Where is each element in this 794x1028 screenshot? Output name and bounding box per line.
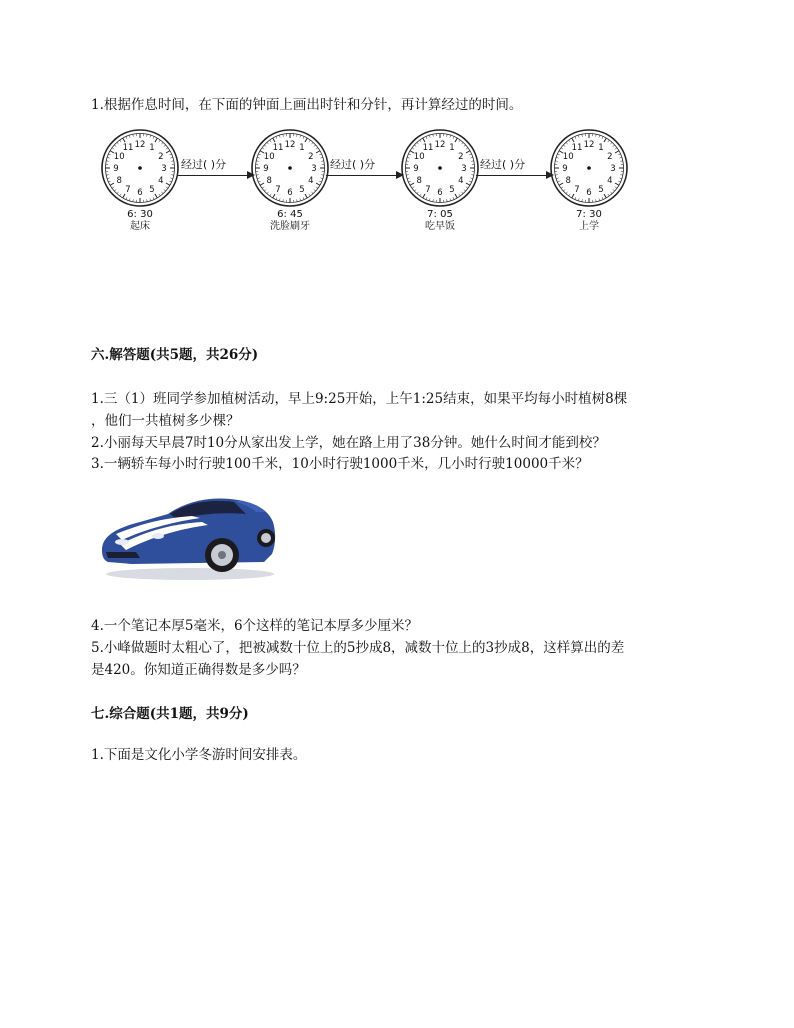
clock-tick: [412, 187, 414, 188]
arrow-3: [476, 156, 554, 178]
clock-tick: [314, 189, 316, 191]
clock-number: 8: [416, 176, 422, 186]
clock-tick: [453, 136, 454, 138]
clock-question: 1.根据作息时间，在下面的钟面上画出时针和分针，再计算经过的时间。: [91, 97, 523, 113]
clock-tick: [150, 198, 151, 200]
clock-tick: [164, 189, 166, 191]
clock-tick: [276, 197, 277, 199]
clock-number: 4: [458, 176, 464, 186]
clock-tick: [311, 192, 313, 194]
clock-number: 11: [122, 143, 134, 154]
clock-tick: [155, 194, 157, 198]
clock-tick: [420, 194, 421, 196]
clock-tick: [267, 192, 269, 194]
clock-tick: [575, 197, 576, 199]
clock-tick: [575, 136, 576, 138]
clock-number: 10: [263, 152, 275, 162]
clock-tick: [602, 197, 603, 199]
clock-number: 3: [311, 164, 317, 174]
clock-number: 1: [149, 143, 155, 154]
clock-tick: [455, 194, 457, 198]
clock-center-dot: [138, 166, 142, 170]
clock-tick: [126, 136, 127, 138]
clock-tick: [555, 161, 557, 162]
clock-tick: [169, 154, 171, 155]
clock-tick: [555, 175, 557, 176]
clock-tick: [305, 138, 307, 142]
clock-tick: [108, 154, 110, 155]
clock-tick: [279, 135, 280, 137]
clock-tick: [147, 199, 148, 201]
clock-tick: [283, 134, 284, 136]
clock-number: 3: [461, 164, 467, 174]
clock-time: 6: 45: [277, 209, 303, 220]
clock-tick: [620, 161, 622, 162]
clock-3: [395, 128, 485, 233]
clock-number: 9: [113, 164, 119, 174]
clock-tick: [161, 142, 163, 144]
clock-tick: [619, 178, 621, 179]
clock-tick: [412, 148, 414, 149]
clock-tick: [309, 140, 310, 142]
arrow-2: [326, 156, 404, 178]
clock-number: 12: [284, 140, 296, 150]
clock-tick: [276, 136, 277, 138]
clock-tick: [557, 181, 559, 182]
clock-tick: [257, 178, 259, 179]
clock-tick: [608, 140, 609, 142]
clock-tick: [602, 136, 603, 138]
clock-tick: [618, 154, 620, 155]
clock-number: 8: [565, 176, 571, 186]
question-6-4: 4.一个笔记本厚5毫米，6个这样的笔记本厚多少厘米？: [91, 618, 419, 634]
clock-tick: [407, 178, 409, 179]
clock-tick: [620, 175, 622, 176]
arrow-label: 经过( )分: [181, 158, 227, 171]
clock-number: 9: [263, 164, 269, 174]
clock-tick: [320, 157, 322, 158]
clock-tick: [596, 199, 597, 201]
clock-tick: [466, 183, 470, 185]
clock-tick: [566, 142, 568, 144]
clock-time: 6: 30: [127, 209, 153, 220]
clock-tick: [258, 154, 260, 155]
clock-tick: [126, 197, 127, 199]
clock-tick: [166, 183, 170, 185]
clock-tick: [466, 151, 470, 153]
clock-tick: [407, 157, 409, 158]
clock-number: 7: [275, 184, 281, 195]
clock-number: 1: [598, 143, 604, 154]
clock-tick: [309, 194, 310, 196]
clock-number: 5: [299, 184, 305, 195]
clock-tick: [599, 135, 600, 137]
clock-tick: [264, 145, 266, 147]
clock-tick: [408, 154, 410, 155]
clock-tick: [316, 183, 320, 185]
clock-tick: [166, 187, 168, 188]
clock-tick: [133, 199, 134, 201]
clock-number: 6: [437, 188, 443, 198]
clock-tick: [563, 189, 565, 191]
clock-tick: [582, 134, 583, 136]
clock-tick: [417, 142, 419, 144]
clock-tick: [613, 145, 615, 147]
clock-tick: [316, 187, 318, 188]
clock-tick: [133, 134, 134, 136]
clock-label: 起床: [130, 221, 150, 232]
clock-center-dot: [587, 166, 591, 170]
clock-tick: [464, 145, 466, 147]
clock-tick: [321, 175, 323, 176]
clock-tick: [114, 145, 116, 147]
clock-tick: [117, 142, 119, 144]
clock-tick: [619, 157, 621, 158]
clock-sequence: [95, 128, 635, 253]
clock-tick: [561, 187, 563, 188]
clock-tick: [112, 148, 114, 149]
clock-tick: [123, 138, 125, 142]
clock-tick: [608, 194, 609, 196]
clock-number: 2: [158, 152, 164, 162]
question-6-5-line1: 5.小峰做题时太粗心了，把被减数十位上的5抄成8，减数十位上的3抄成8，这样算出的差: [91, 640, 625, 656]
clock-tick: [300, 135, 301, 137]
clock-tick: [569, 194, 570, 196]
clock-tick: [314, 145, 316, 147]
clock-tick: [270, 140, 271, 142]
clock-tick: [455, 138, 457, 142]
clock-2: [245, 128, 335, 233]
clock-tick: [311, 142, 313, 144]
clock-number: 5: [149, 184, 155, 195]
clock-tick: [426, 136, 427, 138]
clock-tick: [110, 183, 114, 185]
clock-center-dot: [288, 166, 292, 170]
clock-tick: [169, 181, 171, 182]
clock-tick: [610, 142, 612, 144]
clock-tick: [120, 140, 121, 142]
clock-tick: [615, 148, 617, 149]
clock-number: 2: [308, 152, 314, 162]
clock-tick: [153, 136, 154, 138]
clock-tick: [161, 192, 163, 194]
clock-number: 6: [287, 188, 293, 198]
clock-tick: [114, 189, 116, 191]
clock-tick: [429, 198, 430, 200]
clock-tick: [461, 192, 463, 194]
clock-label: 洗脸刷牙: [270, 221, 310, 232]
clock-tick: [279, 198, 280, 200]
clock-tick: [260, 183, 264, 185]
clock-tick: [155, 138, 157, 142]
clock-tick: [112, 187, 114, 188]
question-6-1-line2: ，他们一共植树多少棵？: [91, 413, 240, 429]
clock-tick: [596, 134, 597, 136]
question-6-3: 3.一辆轿车每小时行驶100千米，10小时行驶1000千米，几小时行驶10000千米？: [91, 456, 589, 472]
clock-number: 12: [134, 140, 146, 150]
clock-face-icon: [549, 128, 629, 208]
clock-tick: [256, 161, 258, 162]
clock-tick: [166, 151, 170, 153]
clock-tick: [267, 142, 269, 144]
clock-tick: [406, 161, 408, 162]
clock-tick: [433, 199, 434, 201]
clock-tick: [300, 198, 301, 200]
clock-tick: [615, 187, 617, 188]
clock-tick: [273, 138, 275, 142]
arrow-label: 经过( )分: [330, 158, 376, 171]
clock-tick: [447, 199, 448, 201]
clock-tick: [258, 181, 260, 182]
clock-tick: [159, 194, 160, 196]
clock-tick: [557, 154, 559, 155]
clock-tick: [572, 138, 574, 142]
clock-tick: [262, 148, 264, 149]
section-7-heading: 七.综合题(共1题，共9分): [91, 706, 249, 722]
clock-tick: [453, 197, 454, 199]
clock-tick: [297, 199, 298, 201]
clock-tick: [408, 181, 410, 182]
clock-tick: [414, 189, 416, 191]
clock-tick: [615, 183, 619, 185]
clock-tick: [319, 154, 321, 155]
clock-center-dot: [438, 166, 442, 170]
clock-tick: [262, 187, 264, 188]
clock-tick: [170, 178, 172, 179]
clock-tick: [164, 145, 166, 147]
clock-number: 1: [449, 143, 455, 154]
clock-number: 4: [607, 176, 613, 186]
clock-tick: [264, 189, 266, 191]
clock-number: 7: [574, 184, 580, 195]
clock-tick: [466, 187, 468, 188]
clock-tick: [461, 142, 463, 144]
clock-tick: [417, 192, 419, 194]
question-6-1-line1: 1.三（1）班同学参加植树活动，早上9:25开始，上午1:25结束，如果平均每小时植树8棵: [91, 391, 628, 407]
arrow-line: [476, 175, 546, 176]
clock-tick: [610, 192, 612, 194]
clock-tick: [466, 148, 468, 149]
clock-tick: [613, 189, 615, 191]
clock-number: 2: [458, 152, 464, 162]
clock-tick: [120, 194, 121, 196]
clock-time: 7: 30: [576, 209, 602, 220]
clock-tick: [578, 135, 579, 137]
clock-number: 7: [125, 184, 131, 195]
clock-tick: [566, 192, 568, 194]
clock-number: 2: [607, 152, 613, 162]
clock-tick: [107, 157, 109, 158]
clock-tick: [256, 175, 258, 176]
clock-label: 上学: [579, 221, 599, 232]
clock-tick: [423, 138, 425, 142]
clock-tick: [316, 148, 318, 149]
clock-tick: [129, 198, 130, 200]
clock-number: 5: [449, 184, 455, 195]
clock-tick: [319, 181, 321, 182]
clock-tick: [414, 145, 416, 147]
clock-tick: [170, 157, 172, 158]
clock-number: 6: [586, 188, 592, 198]
clock-tick: [305, 194, 307, 198]
clock-tick: [604, 194, 606, 198]
clock-number: 4: [158, 176, 164, 186]
clock-tick: [556, 178, 558, 179]
clock-number: 11: [571, 143, 583, 154]
clock-tick: [459, 194, 460, 196]
clock-tick: [171, 175, 173, 176]
clock-1: [95, 128, 185, 233]
clock-number: 10: [413, 152, 425, 162]
clock-tick: [582, 199, 583, 201]
clock-tick: [159, 140, 160, 142]
clock-tick: [106, 161, 108, 162]
clock-tick: [447, 134, 448, 136]
clock-face-icon: [250, 128, 330, 208]
clock-label: 吃早饭: [425, 221, 455, 232]
clock-tick: [563, 145, 565, 147]
clock-tick: [470, 157, 472, 158]
arrow-label: 经过( )分: [480, 158, 526, 171]
clock-tick: [433, 134, 434, 136]
clock-tick: [270, 194, 271, 196]
clock-tick: [320, 178, 322, 179]
arrow-line: [326, 175, 396, 176]
sports-car-image: [96, 492, 278, 582]
clock-tick: [561, 148, 563, 149]
clock-tick: [604, 138, 606, 142]
clock-tick: [117, 192, 119, 194]
clock-number: 1: [299, 143, 305, 154]
clock-tick: [303, 197, 304, 199]
clock-tick: [618, 181, 620, 182]
clock-tick: [559, 183, 563, 185]
clock-number: 3: [161, 164, 167, 174]
clock-tick: [107, 178, 109, 179]
clock-tick: [464, 189, 466, 191]
clock-tick: [297, 134, 298, 136]
clock-tick: [108, 181, 110, 182]
clock-tick: [316, 151, 320, 153]
clock-tick: [303, 136, 304, 138]
clock-tick: [450, 135, 451, 137]
clock-number: 3: [610, 164, 616, 174]
clock-tick: [147, 134, 148, 136]
clock-number: 4: [308, 176, 314, 186]
clock-tick: [429, 135, 430, 137]
clock-tick: [420, 140, 421, 142]
arrow-1: [177, 156, 255, 178]
clock-4: [544, 128, 634, 233]
clock-tick: [450, 198, 451, 200]
clock-tick: [459, 140, 460, 142]
clock-tick: [556, 157, 558, 158]
question-6-5-line2: 是420。你知道正确得数是多少吗？: [91, 662, 306, 678]
clock-tick: [150, 135, 151, 137]
clock-number: 12: [583, 140, 595, 150]
clock-tick: [410, 183, 414, 185]
clock-tick: [470, 178, 472, 179]
clock-tick: [406, 175, 408, 176]
clock-tick: [471, 161, 473, 162]
clock-tick: [599, 198, 600, 200]
clock-tick: [106, 175, 108, 176]
clock-tick: [569, 140, 570, 142]
clock-number: 10: [113, 152, 125, 162]
clock-number: 9: [413, 164, 419, 174]
clock-tick: [129, 135, 130, 137]
clock-face-icon: [100, 128, 180, 208]
clock-number: 11: [422, 143, 434, 154]
clock-number: 8: [266, 176, 272, 186]
question-6-2: 2.小丽每天早晨7时10分从家出发上学，她在路上用了38分钟。她什么时间才能到校？: [91, 435, 606, 451]
clock-number: 7: [425, 184, 431, 195]
clock-tick: [426, 197, 427, 199]
clock-number: 5: [598, 184, 604, 195]
clock-tick: [321, 161, 323, 162]
clock-tick: [166, 148, 168, 149]
section-6-heading: 六.解答题(共5题，共26分): [91, 347, 259, 363]
clock-tick: [469, 154, 471, 155]
clock-number: 12: [434, 140, 446, 150]
clock-time: 7: 05: [427, 209, 453, 220]
clock-number: 8: [116, 176, 122, 186]
clock-tick: [578, 198, 579, 200]
clock-tick: [153, 197, 154, 199]
clock-number: 6: [137, 188, 143, 198]
clock-tick: [283, 199, 284, 201]
clock-face-icon: [400, 128, 480, 208]
clock-tick: [471, 175, 473, 176]
clock-tick: [469, 181, 471, 182]
question-7-1: 1.下面是文化小学冬游时间安排表。: [91, 747, 307, 763]
clock-tick: [257, 157, 259, 158]
clock-number: 9: [562, 164, 568, 174]
clock-tick: [171, 161, 173, 162]
clock-tick: [615, 151, 619, 153]
arrow-line: [177, 175, 247, 176]
clock-number: 11: [272, 143, 284, 154]
clock-number: 10: [562, 152, 574, 162]
